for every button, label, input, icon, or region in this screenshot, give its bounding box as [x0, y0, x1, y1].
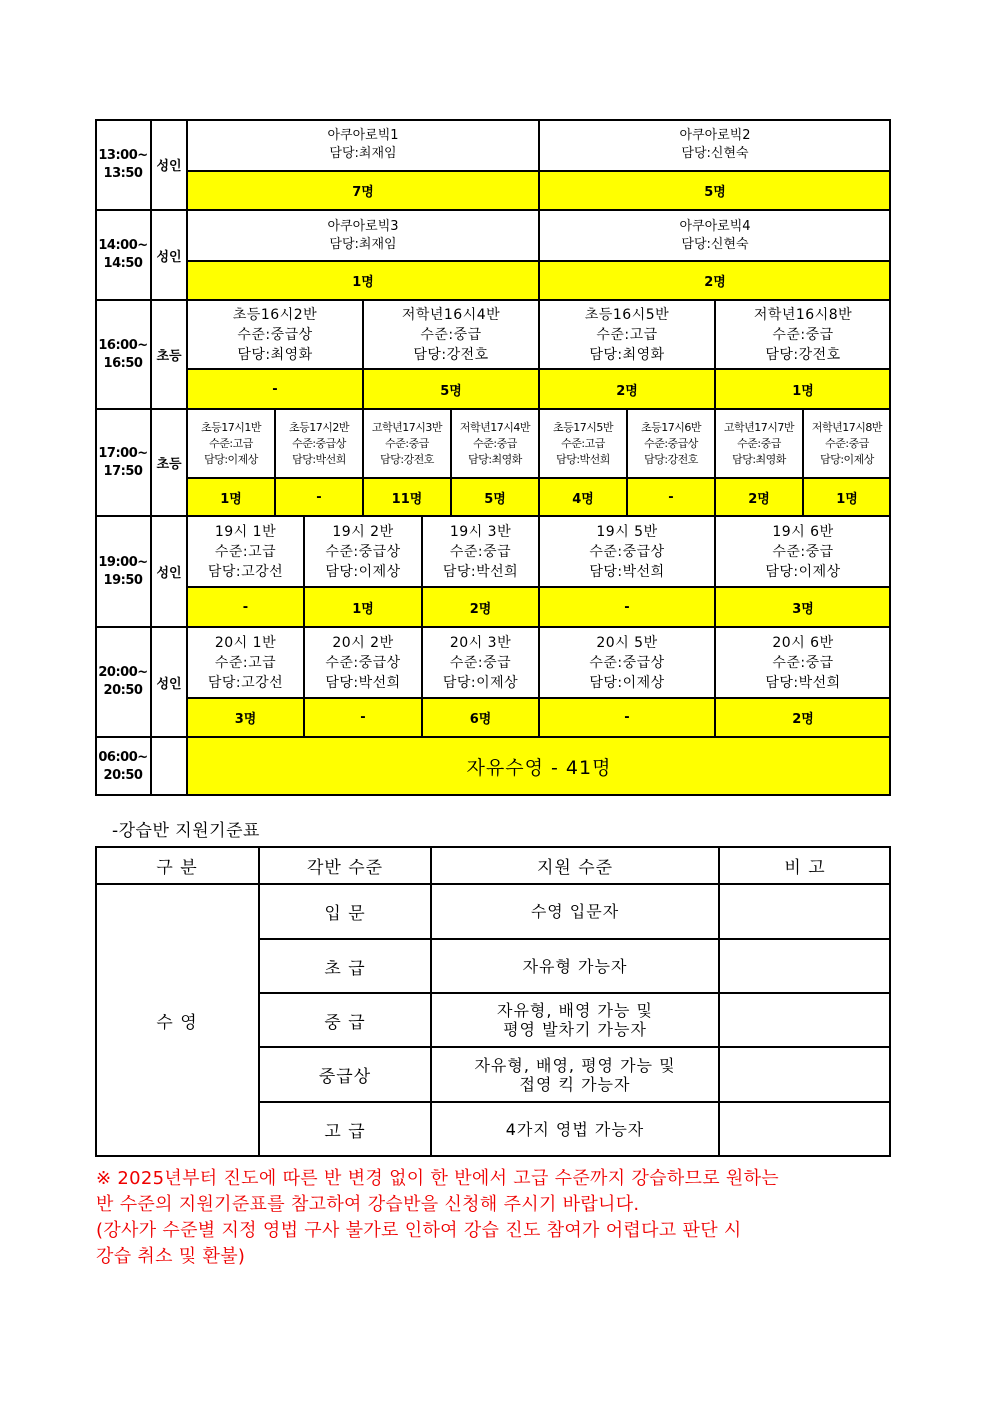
enrollment-count-cell-text: 1명 — [792, 383, 814, 399]
note-cell — [719, 1047, 891, 1102]
enrollment-count-cell-text: - — [624, 599, 630, 615]
enrollment-count-cell — [304, 587, 422, 627]
group-cell — [151, 119, 187, 210]
class-info-cell — [539, 119, 891, 171]
class-info-cell-text: 담당:강전호 — [380, 452, 434, 466]
class-info-cell-text: 수준:중급 — [825, 436, 869, 450]
standard-cell-text: 수영 입문자 — [530, 902, 620, 921]
level-cell-text: 고 급 — [324, 1122, 366, 1142]
class-info-cell-text: 담당:최영화 — [589, 346, 665, 363]
class-info-cell — [187, 627, 304, 698]
enrollment-count-cell — [715, 478, 803, 516]
level-cell — [259, 993, 431, 1047]
class-info-cell-text: 담당:신현숙 — [681, 236, 749, 252]
enrollment-count-cell — [539, 698, 715, 737]
class-info-cell-text: 수준:중급상 — [325, 654, 401, 671]
note-cell — [719, 939, 891, 993]
time-cell — [95, 300, 151, 409]
class-info-cell-text: 담당:신현숙 — [681, 146, 749, 161]
group-cell-text: 성인 — [156, 249, 182, 265]
standard-cell-text: 평영 발차기 가능자 — [503, 1020, 647, 1039]
group-cell — [151, 627, 187, 737]
enrollment-count-cell — [422, 698, 539, 737]
time-cell — [95, 627, 151, 737]
support-header-cell — [259, 846, 431, 884]
class-info-cell-text: 수준:중급상 — [237, 326, 313, 343]
enrollment-count-cell-text: - — [242, 599, 249, 615]
class-info-cell-text: 수준:고급 — [209, 436, 253, 450]
class-info-cell-text: 19시 6반 — [772, 523, 834, 540]
class-info-cell — [539, 409, 627, 478]
class-info-cell — [451, 409, 539, 478]
enrollment-count-cell — [539, 478, 627, 516]
support-header-cell — [95, 846, 259, 884]
time-cell-text: 14:50 — [103, 256, 143, 271]
level-cell — [259, 884, 431, 939]
class-info-cell — [539, 627, 715, 698]
class-info-cell-text: 담당:최영화 — [732, 452, 786, 466]
enrollment-count-cell — [187, 478, 275, 516]
standard-cell — [431, 884, 719, 939]
enrollment-count-cell — [539, 261, 891, 300]
class-info-cell-text: 수준:중급 — [420, 326, 482, 343]
class-info-cell-text: 담당:최영화 — [237, 346, 313, 363]
time-cell-text: 19:50 — [103, 572, 143, 588]
note-cell — [719, 1102, 891, 1157]
enrollment-count-cell-text: 4명 — [572, 491, 594, 507]
group-cell-text: 성인 — [156, 566, 182, 581]
enrollment-count-cell — [275, 478, 363, 516]
class-info-cell — [187, 210, 539, 261]
class-info-cell-text: 수준:중급 — [737, 436, 781, 450]
class-info-cell-text: 19시 1반 — [214, 523, 277, 540]
support-header-cell — [719, 846, 891, 884]
level-cell-text: 중 급 — [324, 1012, 366, 1033]
enrollment-count-cell-text: 1명 — [352, 601, 374, 617]
class-info-cell-text: 고학년17시7반 — [723, 420, 795, 434]
class-info-cell-text: 저학년17시4반 — [459, 420, 531, 434]
enrollment-count-cell-text: 3명 — [792, 601, 814, 617]
enrollment-count-cell — [539, 171, 891, 210]
class-info-cell — [187, 516, 304, 587]
class-info-cell-text: 수준:중급상 — [644, 436, 698, 450]
standard-cell-text: 접영 킥 가능자 — [519, 1074, 631, 1094]
class-info-cell-text: 담당:박선희 — [556, 452, 610, 466]
class-info-cell-text: 담당:박선희 — [292, 452, 346, 466]
time-cell-text: 13:50 — [103, 165, 143, 181]
enrollment-count-cell-text: - — [624, 710, 630, 725]
class-info-cell-text: 담당:이제상 — [765, 563, 841, 580]
class-info-cell-text: 수준:중급상 — [292, 436, 346, 450]
class-info-cell — [715, 409, 803, 478]
class-info-cell-text: 초등16시5반 — [584, 306, 670, 323]
time-cell — [95, 409, 151, 516]
class-info-cell-text: 저학년16시8반 — [753, 306, 853, 323]
class-info-cell-text: 아쿠아로빅1 — [327, 128, 399, 143]
standard-cell — [431, 939, 719, 993]
support-header-cell — [431, 846, 719, 884]
class-info-cell — [539, 300, 715, 369]
group-cell — [151, 300, 187, 409]
support-header-cell-text: 비 고 — [784, 857, 826, 878]
class-info-cell-text: 수준:고급 — [561, 436, 605, 450]
time-cell-text: 16:50 — [103, 355, 143, 371]
standard-cell-text: 4가지 영법 가능자 — [505, 1120, 645, 1139]
time-cell-text: 19:00~ — [98, 554, 148, 570]
class-info-cell-text: 수준:고급 — [596, 326, 658, 343]
class-info-cell-text: 수준:고급 — [214, 543, 277, 560]
enrollment-count-cell-text: 11명 — [391, 491, 423, 507]
notice-line: ※ 2025년부터 진도에 따른 반 변경 없이 한 반에서 고급 수준까지 강습하므로 원하는 — [96, 1168, 779, 1189]
enrollment-count-cell — [539, 587, 715, 627]
class-info-cell — [363, 300, 539, 369]
class-info-cell — [715, 516, 891, 587]
standard-cell — [431, 1047, 719, 1102]
enrollment-count-cell-text: 2명 — [748, 491, 770, 507]
class-info-cell-text: 19시 2반 — [332, 523, 394, 540]
enrollment-count-cell — [539, 369, 715, 409]
class-info-cell-text: 초등17시1반 — [201, 420, 261, 434]
enrollment-count-cell-text: 7명 — [352, 185, 374, 200]
enrollment-count-cell-text: - — [316, 489, 322, 505]
enrollment-count-cell-text: 3명 — [234, 712, 257, 727]
class-info-cell — [715, 300, 891, 369]
enrollment-count-cell — [187, 261, 539, 300]
class-info-cell-text: 저학년17시8반 — [811, 420, 883, 434]
level-cell-text: 초 급 — [324, 958, 366, 979]
enrollment-count-cell-text: 5명 — [484, 491, 506, 507]
class-info-cell — [304, 516, 422, 587]
class-info-cell-text: 수준:중급상 — [589, 543, 665, 560]
support-header-cell-text: 각반 수준 — [306, 857, 384, 878]
class-info-cell-text: 담당:이제상 — [589, 674, 665, 691]
class-info-cell-text: 담당:박선희 — [765, 674, 841, 691]
enrollment-count-cell-text: - — [360, 710, 366, 725]
enrollment-count-cell-text: 6명 — [469, 712, 492, 727]
class-info-cell-text: 고학년17시3반 — [371, 420, 443, 434]
enrollment-count-cell — [187, 698, 304, 737]
enrollment-count-cell — [187, 171, 539, 210]
class-info-cell — [539, 210, 891, 261]
notice-line: (강사가 수준별 지정 영법 구사 불가로 인하여 강습 진도 참여가 어렵다고 판단 시 — [96, 1220, 742, 1241]
standard-cell-text: 자유형, 배영, 평영 가능 및 — [474, 1055, 676, 1075]
time-cell-text: 06:00~ — [98, 749, 148, 765]
enrollment-count-cell-text: 5명 — [704, 185, 726, 200]
enrollment-count-cell-text: 5명 — [440, 383, 462, 399]
class-info-cell — [363, 409, 451, 478]
class-info-cell-text: 수준:중급 — [473, 436, 517, 450]
class-info-cell — [187, 119, 539, 171]
standard-cell-text: 자유형 가능자 — [522, 956, 628, 976]
class-info-cell-text: 19시 3반 — [449, 523, 512, 540]
class-info-cell-text: 수준:중급 — [772, 326, 834, 343]
class-info-cell-text: 초등17시6반 — [641, 420, 701, 434]
enrollment-count-cell — [715, 587, 891, 627]
time-cell-text: 17:00~ — [98, 445, 148, 461]
enrollment-count-cell-text: 1명 — [836, 491, 858, 507]
class-info-cell — [304, 627, 422, 698]
class-info-cell-text: 담당:최재임 — [329, 236, 397, 252]
class-info-cell-text: 20시 6반 — [772, 634, 834, 651]
class-info-cell-text: 수준:고급 — [214, 654, 277, 671]
support-table-title: -강습반 지원기준표 — [112, 821, 260, 841]
class-info-cell-text: 수준:중급 — [772, 654, 834, 671]
class-info-cell-text: 19시 5반 — [596, 523, 658, 540]
note-cell — [719, 993, 891, 1047]
time-cell-text: 20:50 — [103, 683, 143, 698]
time-cell-text: 14:00~ — [98, 238, 148, 253]
level-cell — [259, 939, 431, 993]
class-info-cell-text: 담당:이제상 — [325, 563, 401, 580]
enrollment-count-cell-text: 2명 — [616, 383, 638, 399]
time-cell-text: 20:00~ — [98, 665, 148, 680]
level-cell — [259, 1102, 431, 1157]
class-info-cell-text: 담당:박선희 — [325, 674, 401, 691]
group-cell-text: 초등 — [156, 457, 182, 472]
class-info-cell-text: 초등17시2반 — [289, 420, 349, 434]
enrollment-count-cell — [715, 698, 891, 737]
time-cell-text: 20:50 — [103, 767, 143, 783]
level-cell-text: 중급상 — [318, 1067, 372, 1087]
class-info-cell-text: 수준:중급 — [385, 436, 429, 450]
class-info-cell-text: 담당:박선희 — [589, 563, 665, 580]
class-info-cell-text: 수준:중급상 — [325, 543, 401, 560]
class-info-cell — [803, 409, 891, 478]
group-cell-text: 성인 — [156, 159, 182, 174]
group-cell — [151, 409, 187, 516]
class-info-cell — [187, 300, 363, 369]
class-info-cell-text: 담당:고강선 — [207, 563, 284, 580]
standard-cell — [431, 1102, 719, 1157]
enrollment-count-cell-text: 1명 — [220, 491, 242, 507]
class-info-cell-text: 담당:이제상 — [204, 452, 258, 466]
class-info-cell-text: 수준:중급 — [772, 543, 834, 560]
notice-line: 반 수준의 지원기준표를 참고하여 강습반을 신청해 주시기 바랍니다. — [96, 1194, 640, 1215]
enrollment-count-cell-text: 2명 — [704, 275, 726, 290]
class-info-cell-text: 담당:강전호 — [765, 346, 841, 363]
group-cell-text: 성인 — [156, 676, 182, 692]
enrollment-count-cell-text: 2명 — [469, 601, 492, 617]
class-info-cell-text: 아쿠아로빅2 — [679, 128, 751, 143]
class-info-cell-text: 수준:중급상 — [589, 654, 665, 671]
class-info-cell-text: 저학년16시4반 — [401, 306, 501, 323]
enrollment-count-cell — [803, 478, 891, 516]
enrollment-count-cell-text: 1명 — [352, 275, 374, 290]
class-info-cell — [422, 516, 539, 587]
enrollment-count-cell-text: - — [272, 381, 278, 397]
notice-line: 강습 취소 및 환불) — [96, 1246, 246, 1267]
class-info-cell-text: 20시 1반 — [214, 634, 277, 651]
class-info-cell-text: 20시 3반 — [449, 634, 512, 651]
support-header-cell-text: 구 분 — [156, 857, 198, 878]
class-info-cell-text: 초등17시5반 — [553, 420, 613, 434]
class-info-cell-text: 담당:최재임 — [329, 146, 397, 161]
class-info-cell — [422, 627, 539, 698]
category-swim-cell-text: 수 영 — [156, 1013, 198, 1033]
class-info-cell-text: 초등16시2반 — [232, 306, 318, 323]
class-info-cell — [539, 516, 715, 587]
enrollment-count-cell — [304, 698, 422, 737]
enrollment-count-cell — [627, 478, 715, 516]
class-info-cell-text: 수준:중급 — [449, 543, 512, 560]
category-swim-cell — [95, 884, 259, 1157]
level-cell — [259, 1047, 431, 1102]
enrollment-count-cell — [363, 369, 539, 409]
enrollment-count-cell — [363, 478, 451, 516]
note-cell — [719, 884, 891, 939]
class-info-cell — [627, 409, 715, 478]
class-info-cell — [715, 627, 891, 698]
group-cell — [151, 210, 187, 300]
time-cell-text: 16:00~ — [98, 337, 148, 353]
time-cell — [95, 737, 151, 796]
class-info-cell-text: 담당:이제상 — [442, 674, 519, 691]
enrollment-count-cell — [422, 587, 539, 627]
enrollment-count-cell — [187, 369, 363, 409]
time-cell — [95, 119, 151, 210]
class-info-cell-text: 담당:고강선 — [207, 674, 284, 691]
class-info-cell-text: 아쿠아로빅3 — [327, 218, 399, 234]
support-header-cell-text: 지원 수준 — [536, 857, 614, 878]
time-cell — [95, 210, 151, 300]
time-cell — [95, 516, 151, 627]
group-cell-text: 초등 — [156, 349, 182, 364]
class-info-cell-text: 수준:중급 — [449, 654, 512, 671]
free-swim-cell-text: 자유수영 - 41명 — [466, 757, 612, 779]
group-cell — [151, 516, 187, 627]
group-cell — [151, 737, 187, 796]
free-swim-cell — [187, 737, 891, 796]
standard-cell-text: 자유형, 배영 가능 및 — [497, 1001, 653, 1020]
class-info-cell-text: 20시 5반 — [596, 634, 658, 651]
class-info-cell-text: 아쿠아로빅4 — [679, 218, 751, 234]
class-info-cell-text: 담당:강전호 — [413, 346, 489, 363]
class-info-cell-text: 20시 2반 — [332, 634, 394, 651]
enrollment-count-cell-text: 2명 — [792, 712, 814, 727]
class-info-cell-text: 담당:강전호 — [644, 452, 698, 466]
class-info-cell-text: 담당:박선희 — [442, 563, 519, 580]
standard-cell — [431, 993, 719, 1047]
time-cell-text: 13:00~ — [98, 147, 148, 163]
enrollment-count-cell — [187, 587, 304, 627]
enrollment-count-cell-text: - — [668, 489, 674, 505]
class-info-cell — [187, 409, 275, 478]
class-info-cell-text: 담당:최영화 — [468, 452, 522, 466]
enrollment-count-cell — [451, 478, 539, 516]
level-cell-text: 입 문 — [324, 904, 366, 924]
class-info-cell-text: 담당:이제상 — [820, 452, 874, 466]
class-info-cell — [275, 409, 363, 478]
enrollment-count-cell — [715, 369, 891, 409]
time-cell-text: 17:50 — [103, 463, 143, 479]
